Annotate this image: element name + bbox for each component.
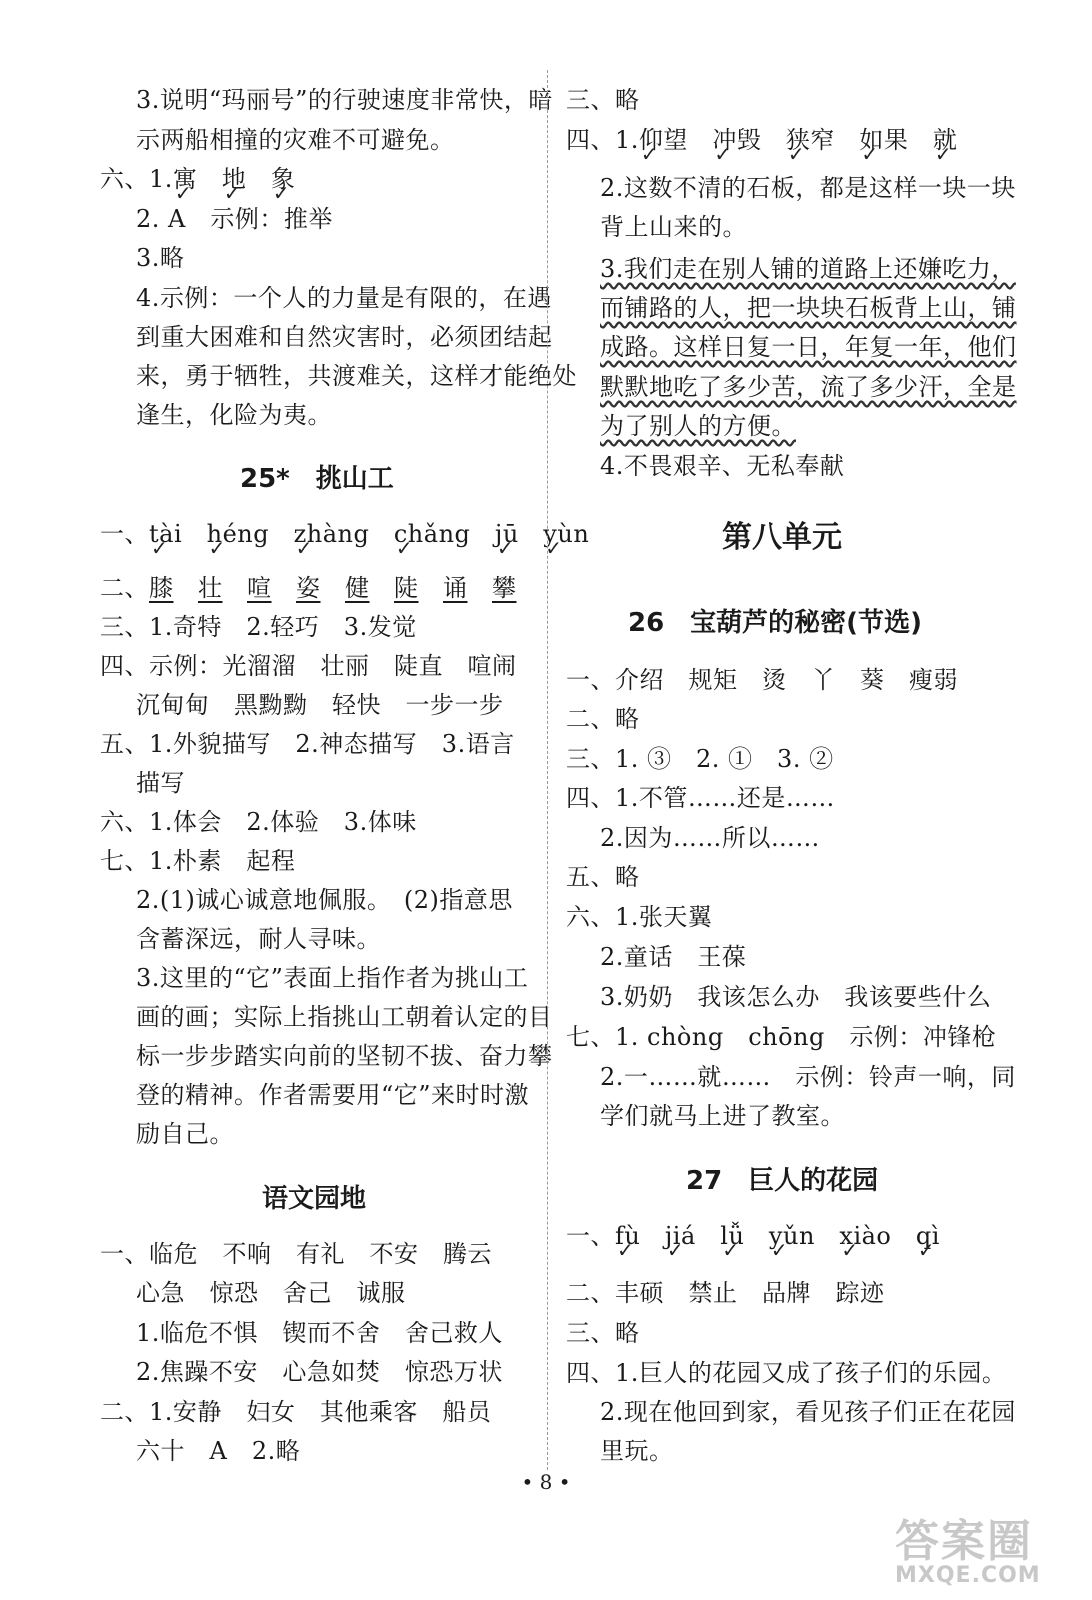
r-line-3: 三、略 [566, 86, 640, 114]
s26-line-7-2b: 学们就马上进了教室。 [600, 1102, 845, 1130]
pinyin-item: lǚ ✓ [720, 1220, 744, 1252]
s25-line-4b: 沉甸甸 黑黝黝 轻快 一步一步 [136, 691, 504, 719]
page-number: • 8 • [521, 1470, 571, 1494]
yw-line-1a: 一、临危 不响 有礼 不安 腾云 [100, 1240, 492, 1268]
checked-word: 如果 ✓ [859, 124, 908, 156]
s25-chars-line [100, 572, 517, 604]
left-line-q6-4a: 4.示例：一个人的力量是有限的，在遇 [136, 284, 552, 312]
s26-line-4-1: 四、1.不管……还是…… [566, 784, 835, 812]
yw-line-2a: 二、1.安静 妇女 其他乘客 船员 [100, 1398, 492, 1426]
r-line-4-4: 4.不畏艰辛、无私奉献 [600, 452, 845, 480]
pinyin-item: xiào ✓ [839, 1220, 891, 1252]
r-line-4-2a: 2.这数不清的石板，都是这样一块一块 [600, 174, 1016, 202]
s27-1-prefix: 一、 [566, 1222, 615, 1250]
s25-line-5a: 五、1.外貌描写 2.神态描写 3.语言 [100, 730, 515, 758]
r-line-4-2b: 背上山来的。 [600, 213, 747, 241]
s25-line-7-3d: 登的精神。作者需要用“它”来时时激 [136, 1081, 530, 1109]
s26-line-6-1: 六、1.张天翼 [566, 903, 713, 931]
underlined-char: 攀 [492, 574, 517, 602]
s26-line-7-1: 七、1. chòng chōng 示例：冲锋枪 [566, 1023, 997, 1051]
underlined-char: 喧 [247, 574, 272, 602]
s25-line-7-3a: 3.这里的“它”表面上指作者为挑山工 [136, 964, 529, 992]
s26-line-6-2: 2.童话 王葆 [600, 943, 747, 971]
underlined-char: 姿 [296, 574, 321, 602]
r-line-4-1 [566, 124, 957, 156]
s25-line-3: 三、1.奇特 2.轻巧 3.发觉 [100, 613, 417, 641]
s27-line-2: 二、丰硕 禁止 品牌 踪迹 [566, 1279, 885, 1307]
unit-title-8: 第八单元 [722, 520, 842, 555]
s26-line-2: 二、略 [566, 705, 640, 733]
pinyin-item: jiá ✓ [665, 1220, 696, 1252]
r-line-4-3d: 默默地吃了多少苦，流了多少汗，全是 [600, 373, 1017, 401]
s25-line-7-1: 七、1.朴素 起程 [100, 847, 296, 875]
s27-line-4-1: 四、1.巨人的花园又成了孩子们的乐园。 [566, 1359, 1007, 1387]
s27-line-4-2b: 里玩。 [600, 1437, 674, 1465]
left-line-l1: 3.说明“玛丽号”的行驶速度非常快，暗 [136, 86, 553, 114]
s25-1-prefix: 一、 [100, 520, 149, 548]
section-title-27: 27 巨人的花园 [686, 1166, 879, 1196]
left-line-q6-4c: 来，勇于牺牲，共渡难关，这样才能绝处 [136, 362, 577, 390]
pinyin-item: zhàng ✓ [294, 518, 370, 550]
s25-line-7-2b: 含蓄深远，耐人寻味。 [136, 925, 381, 953]
s27-pinyin-line [566, 1220, 940, 1252]
yw-line-1c: 1.临危不惧 锲而不舍 舍己救人 [136, 1319, 503, 1347]
r-line-4-3c: 成路。这样日复一日，年复一年，他们 [600, 333, 1017, 361]
pinyin-item: yùn ✓ [543, 518, 589, 550]
pinyin-item: chǎng ✓ [394, 518, 471, 550]
left-line-l2: 示两船相撞的灾难不可避免。 [136, 126, 455, 154]
s25-line-7-2a: 2.(1)诚心诚意地佩服。 (2)指意思 [136, 886, 513, 914]
underlined-char: 陡 [394, 574, 419, 602]
watermark-logo [895, 1505, 1085, 1588]
r-line-4-3e: 为了别人的方便。 [600, 412, 796, 440]
s25-line-5b: 描写 [136, 769, 185, 797]
section-title-yuwen: 语文园地 [262, 1184, 367, 1214]
left-line-q6-2: 2. A 示例：推举 [136, 205, 333, 233]
r-line-4-3a: 3.我们走在别人铺的道路上还嫌吃力， [600, 255, 1016, 283]
s26-line-7-2a: 2.一……就…… 示例：铃声一响，同 [600, 1063, 1016, 1091]
underlined-char: 健 [345, 574, 370, 602]
left-line-q6-4b: 到重大困难和自然灾害时，必须团结起 [136, 323, 553, 351]
s25-line-7-3e: 励自己。 [136, 1120, 234, 1148]
q6-prefix: 六、1. [100, 165, 173, 193]
s26-line-5: 五、略 [566, 863, 640, 891]
underlined-char: 膝 [149, 574, 174, 602]
column-divider [547, 70, 548, 1470]
watermark-top: 答案圈 [895, 1516, 1033, 1567]
s26-line-3: 三、1. ③ 2. ① 3. ② [566, 745, 834, 773]
section-title-26: 26 宝葫芦的秘密(节选) [628, 608, 922, 638]
yw-line-1d: 2.焦躁不安 心急如焚 惊恐万状 [136, 1358, 503, 1386]
left-line-q6-4d: 逢生，化险为夷。 [136, 401, 332, 429]
s27-line-3: 三、略 [566, 1319, 640, 1347]
section-title-25: 25* 挑山工 [240, 464, 394, 494]
s26-line-4-2: 2.因为……所以…… [600, 824, 820, 852]
underlined-char: 诵 [443, 574, 468, 602]
s25-line-6: 六、1.体会 2.体验 3.体味 [100, 808, 417, 836]
s25-line-7-3b: 画的画；实际上指挑山工朝着认定的目 [136, 1003, 553, 1031]
checked-word: 寓 ✓ [173, 163, 198, 195]
pinyin-item: héng ✓ [207, 518, 269, 550]
r-line-4-3b: 而铺路的人，把一块块石板背上山，铺 [600, 294, 1017, 322]
pinyin-item: qì ✓ [916, 1220, 940, 1252]
s25-pinyin-line [100, 518, 589, 550]
s25-2-prefix: 二、 [100, 574, 149, 602]
r-4-prefix: 四、1. [566, 126, 639, 154]
underlined-char: 壮 [198, 574, 223, 602]
pinyin-item: fù ✓ [615, 1220, 640, 1252]
s26-line-6-3: 3.奶奶 我该怎么办 我该要些什么 [600, 983, 992, 1011]
pinyin-item: yǔn ✓ [769, 1220, 815, 1252]
s25-line-7-3c: 标一步步踏实向前的坚韧不拔、奋力攀 [136, 1042, 553, 1070]
checked-word: 狭窄 ✓ [786, 124, 835, 156]
q6-line-1 [100, 163, 295, 195]
s27-line-4-2a: 2.现在他回到家，看见孩子们正在花园 [600, 1398, 1016, 1426]
watermark-bottom: MXQE.COM [895, 1563, 1041, 1588]
yw-line-1b: 心急 惊恐 舍己 诚服 [136, 1279, 406, 1307]
checked-word: 象 ✓ [271, 163, 296, 195]
checked-word: 冲毁 ✓ [712, 124, 761, 156]
checked-word: 仰望 ✓ [639, 124, 688, 156]
checked-word: 地 ✓ [222, 163, 247, 195]
left-line-q6-3: 3.略 [136, 244, 185, 272]
pinyin-item: jū ✓ [495, 518, 519, 550]
pinyin-item: tài ✓ [149, 518, 182, 550]
yw-line-2b: 六十 A 2.略 [136, 1437, 301, 1465]
checked-word: 就 ✓ [933, 124, 958, 156]
s25-line-4a: 四、示例：光溜溜 壮丽 陡直 喧闹 [100, 652, 517, 680]
s26-line-1: 一、介绍 规矩 烫 丫 葵 瘦弱 [566, 666, 958, 694]
